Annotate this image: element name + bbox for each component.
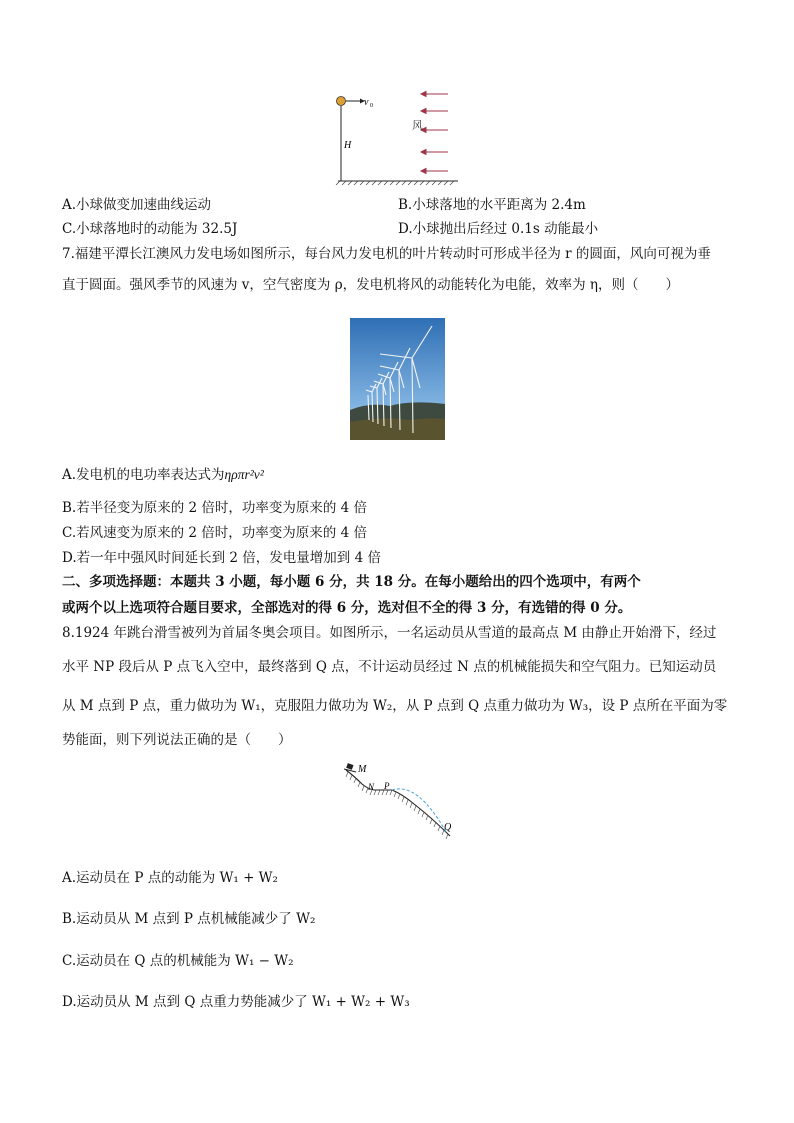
- ground-hatching: [336, 181, 454, 185]
- q7-option-d: D.若一年中强风时间延长到 2 倍，发电量增加到 4 倍: [62, 550, 381, 566]
- q8-option-a: A.运动员在 P 点的动能为 W₁ + W₂: [62, 870, 278, 886]
- q7-option-a-formula: ηρπr²v²: [224, 467, 264, 482]
- q7-option-a-prefix: A.发电机的电功率表达式为: [62, 467, 225, 483]
- q8-option-c: C.运动员在 Q 点的机械能为 W₁ − W₂: [62, 953, 294, 969]
- wind-label: 风: [412, 119, 423, 132]
- wind-arrows: [421, 92, 448, 174]
- label-m: M: [358, 764, 367, 775]
- v0-label: v: [364, 97, 369, 108]
- q8-stem-line3: 从 M 点到 P 点，重力做功为 W₁，克服阻力做功为 W₂，从 P 点到 Q 点重力做功为 W₃，设 P 点所在平面为零: [62, 698, 728, 714]
- q6-option-c: C.小球落地时的动能为 32.5J: [62, 221, 238, 237]
- label-p: P: [384, 781, 390, 791]
- q7-stem-line1: 7.福建平潭长江澳风力发电场如图所示，每台风力发电机的叶片转动时可形成半径为 r 的圆面，风向可视为垂: [62, 246, 711, 262]
- q6-option-d: D.小球抛出后经过 0.1s 动能最小: [398, 221, 599, 237]
- q6-option-a: A.小球做变加速曲线运动: [62, 197, 212, 213]
- q8-stem-line2: 水平 NP 段后从 P 点飞入空中，最终落到 Q 点，不计运动员经过 N 点的机械能损失和空气阻力。已知运动员: [62, 659, 717, 675]
- q8-stem-line4: 势能面，则下列说法正确的是（ ）: [62, 732, 292, 748]
- projectile-wind-figure: [330, 88, 460, 188]
- q7-option-b: B.若半径变为原来的 2 倍时，功率变为原来的 4 倍: [62, 500, 368, 516]
- section2-heading-line2: 或两个以上选项符合题目要求，全部选对的得 6 分，选对但不全的得 3 分，有选错的得 0 分。: [62, 600, 632, 616]
- label-n: N: [368, 782, 375, 792]
- ski-jump-figure: [340, 760, 460, 842]
- q8-option-b: B.运动员从 M 点到 P 点机械能减少了 W₂: [62, 911, 316, 927]
- section2-heading-line1: 二、多项选择题：本题共 3 小题，每小题 6 分，共 18 分。在每小题给出的四个选项中，有两个: [62, 574, 641, 590]
- q8-stem-line1: 8.1924 年跳台滑雪被列为首届冬奥会项目。如图所示，一名运动员从雪道的最高点 M 由静止开始滑下，经过: [62, 625, 717, 641]
- skier-icon: [344, 763, 356, 772]
- label-q: Q: [444, 822, 452, 833]
- q7-stem-line2: 直于圆面。强风季节的风速为 v，空气密度为 ρ，发电机将风的动能转化为电能，效率为 η，则（ ）: [62, 277, 680, 293]
- q7-option-c: C.若风速变为原来的 2 倍时，功率变为原来的 4 倍: [62, 525, 367, 541]
- v0-subscript: 0: [370, 103, 373, 109]
- wind-farm-photo: [350, 318, 445, 440]
- q6-option-b: B.小球落地的水平距离为 2.4m: [398, 197, 586, 213]
- height-label: H: [344, 140, 352, 151]
- ball: [337, 97, 346, 106]
- q8-option-d: D.运动员从 M 点到 Q 点重力势能减少了 W₁ + W₂ + W₃: [62, 994, 410, 1010]
- q7-option-a: [62, 466, 264, 484]
